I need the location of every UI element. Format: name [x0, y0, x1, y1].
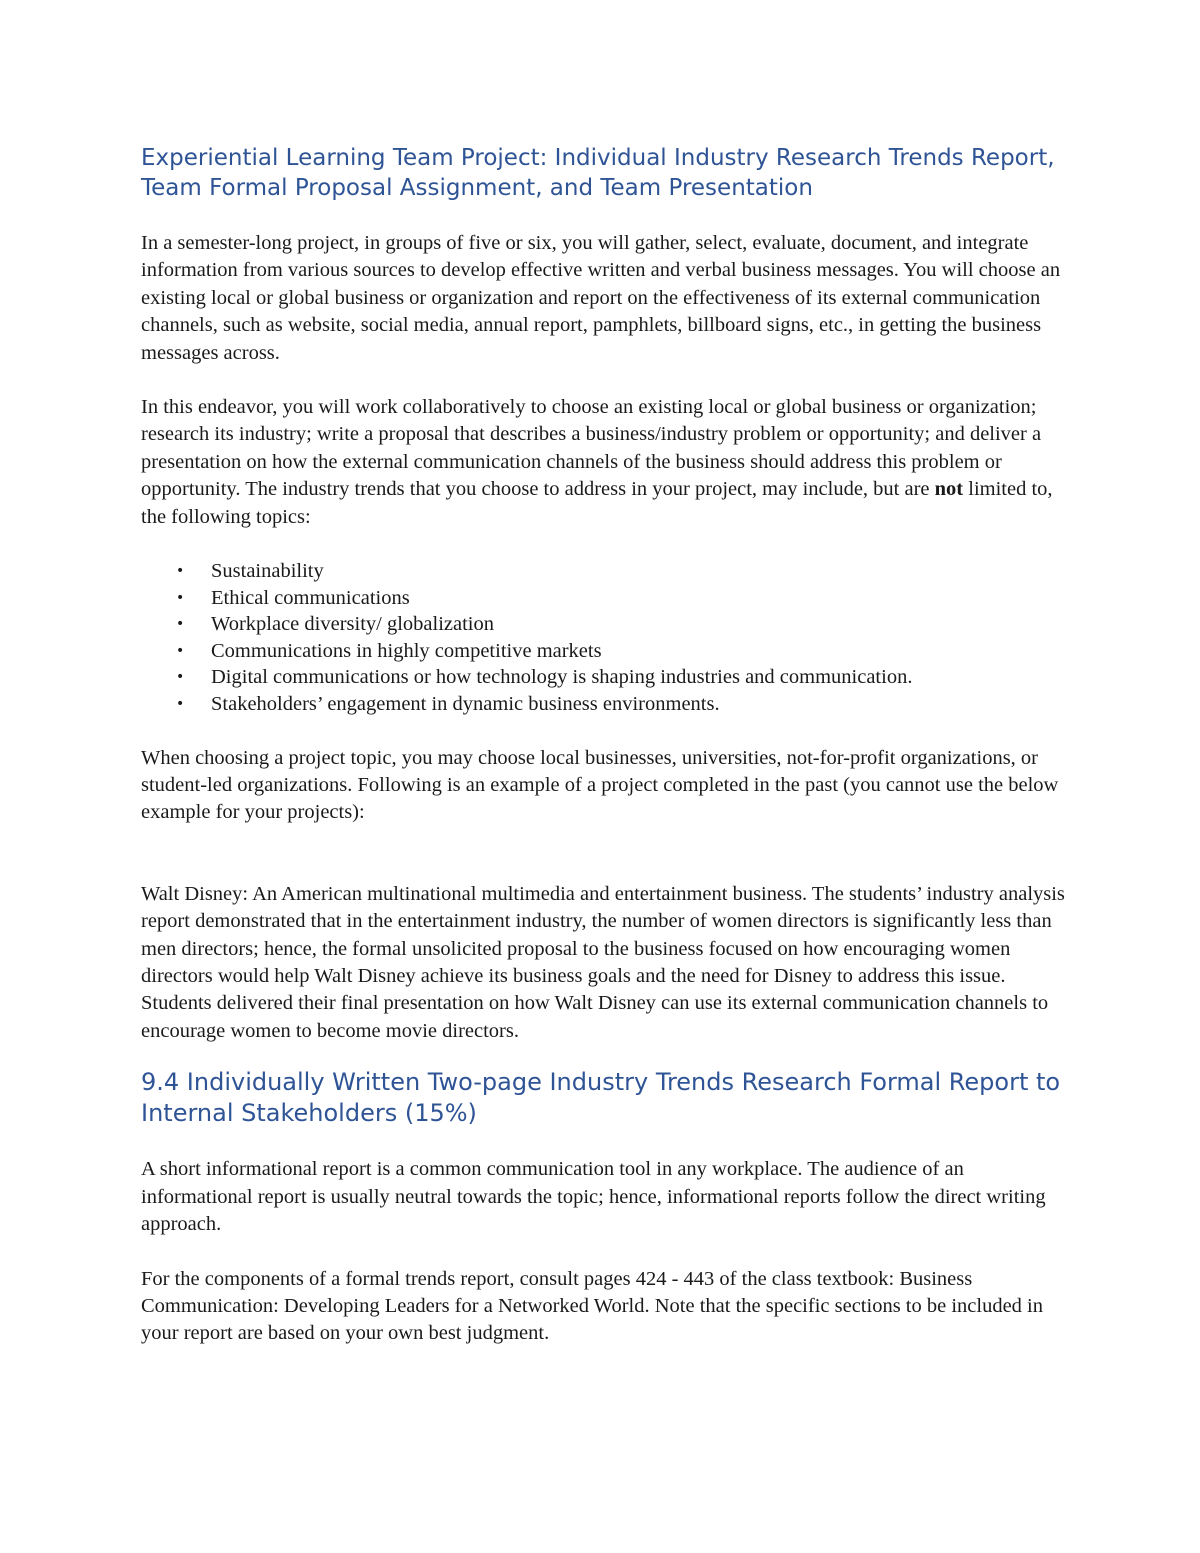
list-item	[141, 691, 1076, 718]
topics-list	[141, 558, 1076, 718]
topic-label: Workplace diversity/ globalization	[211, 613, 494, 636]
topic-label: Communications in highly competitive markets	[211, 639, 602, 662]
bullet-icon: •	[176, 616, 185, 633]
list-item	[141, 664, 1076, 691]
topic-choice-paragraph: When choosing a project topic, you may choose local businesses, universities, not-for-profit organizations, or student-led organizations. Following is an example of a project completed in the past (you cannot use the below example for your projects):	[141, 746, 1059, 824]
endeavor-text-start: In this endeavor, you will work collaboratively to choose an existing local or global business or organization; research its industry; write a proposal that describes a business/industry problem or opportunity; and deliver a presentation on how the external communication channels of the business should address this problem or opportunity. The industry trends that you choose to address in your project, may include, but are	[141, 396, 1042, 501]
bullet-icon: •	[176, 642, 185, 659]
document-page	[141, 143, 1076, 1348]
components-paragraph: For the components of a formal trends report, consult pages 424 - 443 of the class textbook: Business Communication: Developing Leaders for a Networked World. Note that the specific sections to be included in your report are based on your own best judgment.	[141, 1267, 1043, 1345]
bullet-icon: •	[176, 669, 185, 686]
bullet-icon: •	[176, 563, 185, 580]
emphasis-not: not	[934, 478, 964, 501]
topic-label: Stakeholders’ engagement in dynamic business environments.	[211, 693, 720, 716]
list-item	[141, 558, 1076, 585]
section-heading: 9.4 Individually Written Two-page Industry Trends Research Formal Report to Internal Stakeholders (15%)	[141, 1068, 1061, 1128]
intro-paragraph: In a semester-long project, in groups of five or six, you will gather, select, evaluate, document, and integrate information from various sources to develop effective written and verbal business messages. You will choose an existing local or global business or organization and report on the effectiveness of its external communication channels, such as website, social media, annual report, pamphlets, billboard signs, etc., in getting the business messages across.	[141, 232, 1061, 364]
project-heading: Experiential Learning Team Project: Individual Industry Research Trends Report, Team Formal Proposal Assignment, and Team Presentation	[141, 145, 1055, 201]
endeavor-paragraph	[141, 394, 1076, 531]
topic-label: Sustainability	[211, 560, 324, 583]
list-item	[141, 611, 1076, 638]
bullet-icon: •	[176, 589, 185, 606]
endeavor-text-end: limited to, the following topics:	[141, 478, 1053, 528]
topic-label: Ethical communications	[211, 586, 410, 609]
list-item	[141, 638, 1076, 665]
topic-label: Digital communications or how technology is shaping industries and communication.	[211, 666, 913, 689]
list-item	[141, 585, 1076, 612]
report-intro-paragraph: A short informational report is a common communication tool in any workplace. The audience of an informational report is usually neutral towards the topic; hence, informational reports follow the direct writing approach.	[141, 1158, 1046, 1236]
example-paragraph: Walt Disney: An American multinational multimedia and entertainment business. The students’ industry analysis report demonstrated that in the entertainment industry, the number of women directors is significantly less than men directors; hence, the formal unsolicited proposal to the business focused on how encouraging women directors would help Walt Disney achieve its business goals and the need for Disney to address this issue. Students delivered their final presentation on how Walt Disney can use its external communication channels to encourage women to become movie directors.	[141, 882, 1065, 1042]
bullet-icon: •	[176, 696, 185, 713]
